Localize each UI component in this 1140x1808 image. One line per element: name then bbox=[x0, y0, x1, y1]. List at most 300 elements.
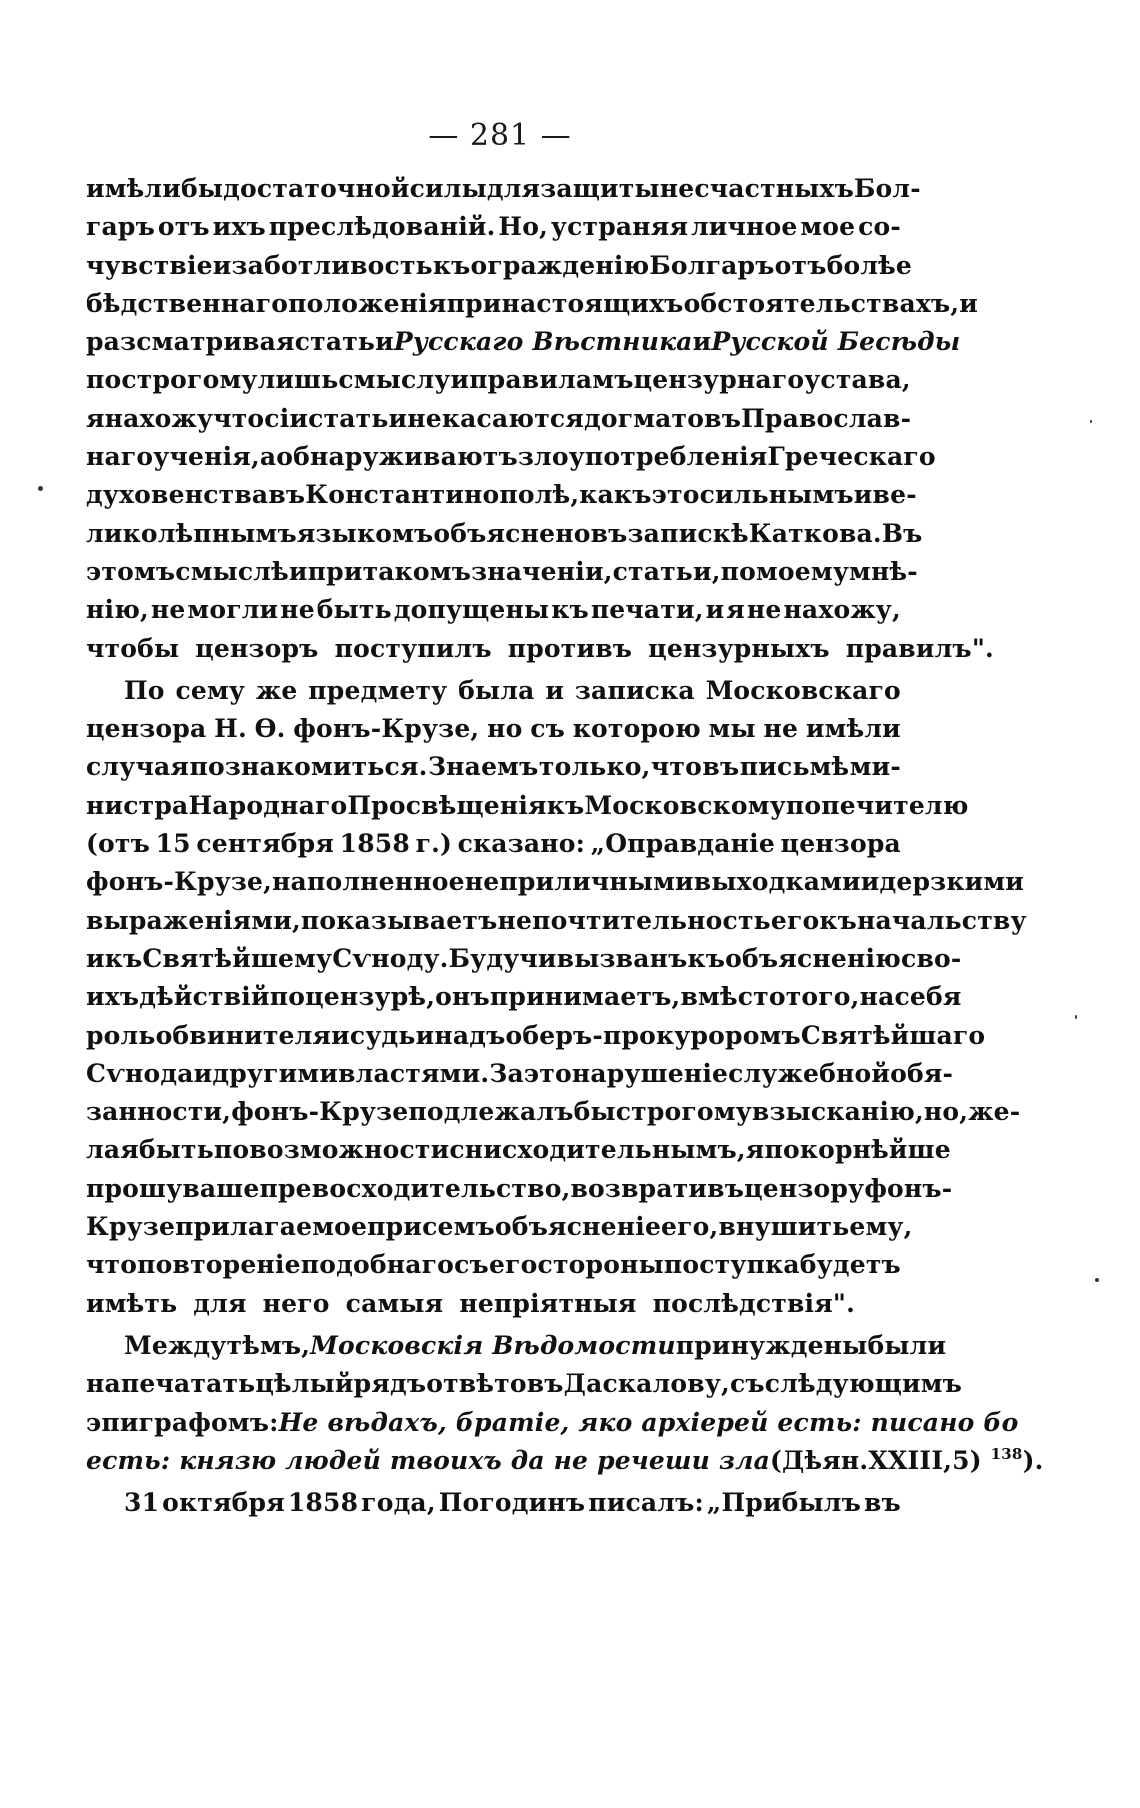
word: выраженіями, bbox=[86, 905, 301, 935]
word: устава, bbox=[804, 365, 911, 395]
word: ученія, bbox=[153, 442, 260, 472]
text-line bbox=[86, 1131, 951, 1169]
word: наполненное bbox=[272, 867, 465, 897]
text-line bbox=[86, 1285, 901, 1323]
word: Греческаго bbox=[767, 442, 936, 472]
word: лишь bbox=[257, 365, 339, 395]
word: въ bbox=[268, 480, 306, 510]
text-line bbox=[86, 825, 901, 863]
word: и bbox=[288, 556, 308, 586]
word: но bbox=[487, 714, 523, 744]
text-line bbox=[86, 1170, 953, 1208]
word: ве- bbox=[872, 480, 917, 510]
word: такомъ bbox=[362, 556, 472, 586]
text-line bbox=[86, 1246, 901, 1284]
word: непріятныя bbox=[459, 1288, 637, 1318]
word: попечителю bbox=[785, 790, 969, 820]
word: къ bbox=[687, 943, 726, 973]
word: 1858 bbox=[287, 1488, 359, 1518]
text-line bbox=[86, 208, 901, 246]
word: для bbox=[193, 1288, 247, 1318]
text-line bbox=[86, 787, 969, 825]
text-line bbox=[86, 672, 901, 710]
word: значеніи, bbox=[471, 556, 613, 586]
word: объяснено bbox=[433, 518, 591, 548]
word: разсматривая bbox=[86, 327, 295, 357]
footnote-marker: 138 bbox=[990, 1444, 1023, 1463]
word: мы bbox=[708, 714, 756, 744]
word: его bbox=[770, 905, 820, 935]
word: Московскія Вѣдомости bbox=[310, 1330, 676, 1360]
word: роль bbox=[86, 1020, 156, 1050]
word: Будучи bbox=[448, 943, 557, 973]
word: Константинополѣ, bbox=[305, 480, 580, 510]
word: и bbox=[959, 288, 978, 318]
word: смыслѣ bbox=[175, 556, 289, 586]
word: защиты bbox=[540, 174, 660, 203]
word: силы bbox=[409, 174, 487, 203]
text-line bbox=[86, 476, 917, 514]
word: года, bbox=[361, 1488, 436, 1518]
word: г.) bbox=[415, 829, 453, 859]
word: превосходительство, bbox=[259, 1173, 571, 1203]
word: ваше bbox=[182, 1173, 260, 1203]
word: сильнымъ bbox=[699, 480, 854, 510]
word: записка bbox=[574, 675, 695, 705]
text-line bbox=[86, 1484, 901, 1522]
text-line bbox=[86, 553, 918, 591]
word: Болгаръ bbox=[649, 250, 775, 280]
word: для bbox=[486, 174, 541, 203]
word: подлежалъ bbox=[408, 1097, 574, 1127]
word: что bbox=[86, 1250, 138, 1280]
word: я bbox=[745, 1135, 765, 1165]
word: имѣли bbox=[805, 714, 901, 744]
text-line bbox=[86, 1442, 1044, 1480]
print-speck bbox=[1095, 1278, 1099, 1282]
word: прилагаемое bbox=[175, 1212, 368, 1242]
word: непочтительность bbox=[497, 905, 771, 935]
word: въ bbox=[590, 518, 628, 548]
word: касаются bbox=[441, 403, 584, 433]
word: цензора bbox=[86, 714, 207, 744]
text-line bbox=[86, 940, 962, 978]
word: судьи bbox=[349, 1020, 435, 1050]
word: этомъ bbox=[86, 556, 176, 586]
word: обнаруживаютъ bbox=[276, 442, 518, 472]
word: и bbox=[331, 1020, 350, 1050]
word: оберъ-прокуроромъ bbox=[505, 1020, 801, 1050]
word: и bbox=[193, 1058, 213, 1088]
word: по bbox=[720, 556, 757, 586]
word: запискѣ bbox=[627, 518, 749, 548]
word: прошу bbox=[86, 1173, 183, 1203]
word: себя bbox=[894, 982, 962, 1012]
word: Московскому bbox=[584, 790, 786, 820]
text-line bbox=[86, 1208, 913, 1246]
word: нистра bbox=[86, 790, 189, 820]
word: не bbox=[763, 714, 799, 744]
word: могли bbox=[187, 595, 279, 625]
word: поступилъ bbox=[334, 633, 492, 663]
word: по bbox=[86, 365, 122, 395]
word: Въ bbox=[881, 518, 923, 548]
word: съ bbox=[729, 1369, 765, 1399]
word: будетъ bbox=[799, 1250, 901, 1280]
word: Не вѣдахъ, братіе, яко архіерей есть: писано бо bbox=[278, 1407, 1019, 1437]
text-line bbox=[86, 978, 962, 1016]
word: „Прибылъ bbox=[706, 1488, 862, 1518]
word: дѣйствій bbox=[139, 982, 270, 1012]
word: при bbox=[446, 288, 502, 318]
text-line bbox=[86, 863, 1024, 901]
word: правиламъ bbox=[469, 365, 634, 395]
word: дерзкими bbox=[879, 867, 1024, 897]
word: принуждены bbox=[675, 1330, 868, 1360]
word: положенія bbox=[288, 288, 447, 318]
word: его, bbox=[661, 1212, 719, 1242]
text-line bbox=[86, 630, 994, 668]
word: Сѵноду. bbox=[332, 943, 449, 973]
word: только, bbox=[538, 752, 651, 782]
word: не bbox=[746, 595, 782, 625]
word: при bbox=[307, 556, 363, 586]
word: познакомиться. bbox=[189, 752, 428, 782]
word: и bbox=[86, 943, 105, 973]
print-speck bbox=[38, 486, 43, 491]
closing-punctuation: ). bbox=[1022, 1445, 1044, 1475]
text-line bbox=[86, 361, 911, 399]
word: чувствіе bbox=[86, 250, 213, 280]
word: сказано: bbox=[457, 829, 586, 859]
word: на bbox=[859, 982, 895, 1012]
word: строгому bbox=[615, 1097, 752, 1127]
word: обя- bbox=[890, 1058, 954, 1088]
word: по bbox=[213, 1135, 250, 1165]
word: мое bbox=[800, 212, 856, 242]
word: а bbox=[259, 442, 277, 472]
word: наго bbox=[86, 442, 154, 472]
word: внушить bbox=[718, 1212, 850, 1242]
word: со- bbox=[858, 212, 901, 242]
print-speck bbox=[1090, 420, 1092, 423]
word: болѣе bbox=[826, 250, 913, 280]
word: не bbox=[280, 595, 315, 625]
text-line bbox=[86, 748, 901, 786]
word: вызванъ bbox=[556, 943, 688, 973]
word: я bbox=[726, 595, 745, 625]
word: Православ- bbox=[741, 403, 912, 433]
word: смыслу bbox=[338, 365, 451, 395]
word: есть: князю людей твоихъ да не речеши зла bbox=[86, 1445, 771, 1475]
word: нію, bbox=[86, 595, 149, 625]
word: онъ bbox=[435, 982, 490, 1012]
word: ликолѣпнымъ bbox=[86, 518, 297, 548]
word: нахожу bbox=[104, 403, 214, 433]
word: печати, bbox=[590, 595, 704, 625]
word: подобнаго bbox=[300, 1250, 455, 1280]
text-line bbox=[86, 1093, 1021, 1131]
word: 5) $^{138}$). bbox=[952, 1444, 1044, 1475]
word: это bbox=[523, 1058, 572, 1088]
word: обстоятельствахъ, bbox=[683, 288, 960, 318]
word: же- bbox=[968, 1097, 1021, 1127]
word: что bbox=[213, 403, 265, 433]
word: нахожу, bbox=[783, 595, 901, 625]
word: имѣть bbox=[86, 1288, 178, 1318]
word: противъ bbox=[507, 633, 633, 663]
word: фонъ-Крузе, bbox=[293, 714, 480, 744]
page-number: — 281 — bbox=[428, 118, 572, 153]
word: и bbox=[212, 250, 232, 280]
word: не bbox=[150, 595, 186, 625]
word: фонъ-Крузе, bbox=[86, 867, 273, 897]
word: духовенства bbox=[86, 480, 269, 510]
word: несчастныхъ bbox=[659, 174, 854, 203]
word: надъ bbox=[434, 1020, 506, 1050]
word: быть bbox=[316, 595, 392, 625]
word: Н. bbox=[214, 714, 247, 744]
word: мнѣ- bbox=[849, 556, 918, 586]
word: Бол- bbox=[854, 174, 921, 203]
word: тѣмъ, bbox=[226, 1330, 311, 1360]
word: Погодинъ bbox=[438, 1488, 586, 1518]
word: личное bbox=[690, 212, 798, 242]
word: правилъ". bbox=[845, 633, 994, 663]
word: показываетъ bbox=[300, 905, 498, 935]
word: цензору bbox=[744, 1173, 865, 1203]
word: сему bbox=[175, 675, 246, 705]
word: бы bbox=[573, 1097, 616, 1127]
word: объясненію bbox=[725, 943, 902, 973]
word: того, bbox=[785, 982, 860, 1012]
word: начальству bbox=[857, 905, 1027, 935]
word: XXIII, bbox=[868, 1445, 953, 1475]
word: статьи bbox=[308, 403, 408, 433]
print-speck bbox=[1075, 1015, 1077, 1019]
word: устраняя bbox=[550, 212, 689, 242]
word: выходками bbox=[693, 867, 861, 897]
word: къ bbox=[432, 250, 471, 280]
word: же bbox=[255, 675, 298, 705]
word: съ bbox=[530, 714, 566, 744]
text-line bbox=[86, 515, 923, 553]
word: повтореніе bbox=[137, 1250, 301, 1280]
word: цензоръ bbox=[195, 633, 319, 663]
word: поступка bbox=[663, 1250, 800, 1280]
word: объясненіе bbox=[494, 1212, 662, 1242]
word: но, bbox=[923, 1097, 969, 1127]
word: ихъ bbox=[212, 212, 266, 242]
word: возможности bbox=[249, 1135, 450, 1165]
word: (отъ bbox=[86, 829, 150, 859]
word: это bbox=[651, 480, 700, 510]
word: была bbox=[458, 675, 535, 705]
word: не bbox=[407, 403, 442, 433]
word: какъ bbox=[579, 480, 652, 510]
word: и bbox=[450, 365, 470, 395]
word: эпиграфомъ: bbox=[86, 1407, 279, 1437]
word: отвѣтовъ bbox=[426, 1369, 564, 1399]
word: писалъ: bbox=[588, 1488, 704, 1518]
word: вмѣсто bbox=[680, 982, 786, 1012]
word: и bbox=[853, 480, 873, 510]
word: отъ bbox=[774, 250, 827, 280]
word: предмету bbox=[308, 675, 448, 705]
word: по bbox=[269, 982, 306, 1012]
word: къ bbox=[819, 905, 857, 935]
word: сентября bbox=[196, 829, 334, 859]
body-text bbox=[86, 170, 1044, 1522]
word: настоящихъ bbox=[501, 288, 684, 318]
word: допущены bbox=[393, 595, 550, 625]
word: фонъ- bbox=[864, 1173, 953, 1203]
word: ему, bbox=[849, 1212, 913, 1242]
word: чтобы bbox=[86, 633, 180, 663]
word: догматовъ bbox=[583, 403, 742, 433]
word: стороны bbox=[537, 1250, 664, 1280]
word: что bbox=[650, 752, 702, 782]
word: лая bbox=[86, 1135, 139, 1165]
word: цѣлый bbox=[255, 1369, 354, 1399]
word: моему bbox=[756, 556, 850, 586]
word: къ bbox=[104, 943, 143, 973]
word: Святѣйшаго bbox=[800, 1020, 986, 1050]
word: По bbox=[124, 675, 165, 705]
word: снисходительнымъ, bbox=[449, 1135, 746, 1165]
word: которою bbox=[572, 714, 701, 744]
text-line bbox=[86, 285, 978, 323]
word: Даскалову, bbox=[563, 1369, 730, 1399]
text-line bbox=[86, 400, 912, 438]
word: цензора bbox=[780, 829, 901, 859]
word: злоупотребленія bbox=[517, 442, 768, 472]
word: статьи, bbox=[612, 556, 721, 586]
word: взысканію, bbox=[751, 1097, 924, 1127]
word: Московскаго bbox=[705, 675, 901, 705]
word: Просвѣщенія bbox=[347, 790, 547, 820]
text-line bbox=[86, 1055, 954, 1093]
word: рядъ bbox=[353, 1369, 427, 1399]
word: достаточной bbox=[223, 174, 410, 203]
word: цензурнаго bbox=[633, 365, 805, 395]
word: имѣли bbox=[86, 174, 182, 203]
text-line bbox=[86, 323, 961, 361]
word: него bbox=[262, 1288, 330, 1318]
word: другими bbox=[212, 1058, 339, 1088]
word: къ bbox=[551, 595, 589, 625]
word: ми- bbox=[849, 752, 901, 782]
word: Ѳ. bbox=[254, 714, 286, 744]
word: строгому bbox=[121, 365, 258, 395]
word: статьи bbox=[294, 327, 394, 357]
word: За bbox=[489, 1058, 524, 1088]
word: Между bbox=[124, 1330, 227, 1360]
word: самыя bbox=[345, 1288, 444, 1318]
word: бы bbox=[181, 174, 224, 203]
word: семъ bbox=[422, 1212, 495, 1242]
word: нарушеніе bbox=[571, 1058, 729, 1088]
word: отъ bbox=[157, 212, 210, 242]
word: напечатать bbox=[86, 1369, 256, 1399]
word: слѣдующимъ bbox=[764, 1369, 962, 1399]
word: служебной bbox=[728, 1058, 891, 1088]
word: въ bbox=[863, 1488, 901, 1518]
text-line bbox=[86, 438, 936, 476]
word: языкомъ bbox=[296, 518, 434, 548]
word: быть bbox=[138, 1135, 214, 1165]
word: 15 bbox=[155, 829, 191, 859]
text-line bbox=[86, 1017, 986, 1055]
text-line bbox=[86, 170, 921, 208]
word: октября bbox=[162, 1488, 285, 1518]
word: занности, bbox=[86, 1097, 232, 1127]
word: Но, bbox=[498, 212, 549, 242]
word: гаръ bbox=[86, 212, 155, 242]
word: сіи bbox=[264, 403, 309, 433]
word: случая bbox=[86, 752, 190, 782]
word: Каткова. bbox=[748, 518, 882, 548]
word: фонъ-Крузе bbox=[231, 1097, 409, 1127]
word: покорнѣйше bbox=[764, 1135, 951, 1165]
word: къ bbox=[546, 790, 585, 820]
word: и bbox=[545, 675, 565, 705]
word: Святѣйшему bbox=[142, 943, 333, 973]
word: Русской Бесѣды bbox=[711, 327, 961, 357]
text-line bbox=[86, 591, 901, 629]
word: цензурныхъ bbox=[648, 633, 830, 663]
word: и bbox=[692, 327, 712, 357]
word: я bbox=[86, 403, 105, 433]
word: и bbox=[860, 867, 880, 897]
word: неприличными bbox=[464, 867, 694, 897]
word: при bbox=[367, 1212, 423, 1242]
word: ихъ bbox=[86, 982, 140, 1012]
word: Сѵнода bbox=[86, 1058, 194, 1088]
word: были bbox=[867, 1330, 947, 1360]
word: возвративъ bbox=[570, 1173, 745, 1203]
word: огражденію bbox=[470, 250, 650, 280]
text-line bbox=[86, 1365, 962, 1403]
word: цензурѣ, bbox=[305, 982, 436, 1012]
word: Русскаго Вѣстника bbox=[393, 327, 693, 357]
word: и bbox=[705, 595, 725, 625]
word: обвинителя bbox=[155, 1020, 332, 1050]
word: его bbox=[488, 1250, 538, 1280]
text-line bbox=[86, 710, 901, 748]
word: письмѣ bbox=[739, 752, 850, 782]
text-line bbox=[86, 902, 1027, 940]
text-line bbox=[86, 1327, 947, 1365]
word: властями. bbox=[338, 1058, 490, 1088]
word: послѣдствія". bbox=[652, 1288, 856, 1318]
word: въ bbox=[702, 752, 740, 782]
word: „Оправданіе bbox=[590, 829, 775, 859]
word: 31 bbox=[124, 1488, 160, 1518]
word: сво- bbox=[901, 943, 962, 973]
word: бѣдственнаго bbox=[86, 288, 289, 318]
word: (Дѣян. bbox=[770, 1445, 869, 1475]
word: преслѣдованій. bbox=[268, 212, 496, 242]
text-line bbox=[86, 247, 913, 285]
word: Знаемъ bbox=[427, 752, 539, 782]
word: съ bbox=[454, 1250, 489, 1280]
word: Крузе bbox=[86, 1212, 176, 1242]
word: заботливость bbox=[231, 250, 433, 280]
text-line bbox=[86, 1404, 1019, 1442]
word: принимаетъ, bbox=[489, 982, 681, 1012]
word: 1858 bbox=[339, 829, 410, 859]
